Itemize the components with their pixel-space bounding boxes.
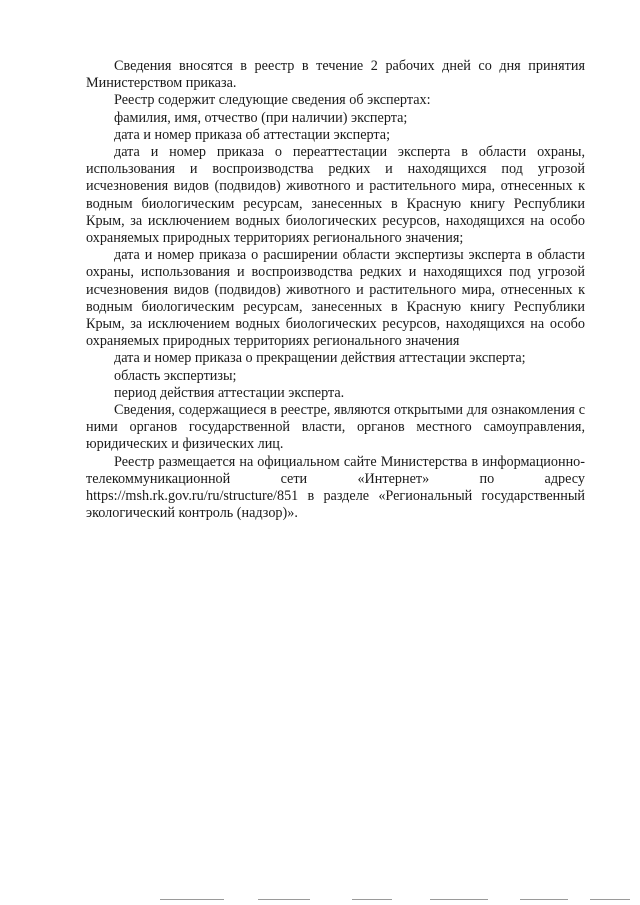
list-item-validity-period: период действия аттестации эксперта. — [114, 384, 345, 401]
list-item-reattestation-order: дата и номер приказа о переаттестации эксперта в области охраны, использования и воспроизводства редких и находящихся под угрозой исчезновения видов (подвидов) животного и растительного мира, отнесенных к водным биологическим ресурсам, занесенных в Красную книгу Республики Крым, за исключением водных биологических ресурсов, находящихся на особо охраняемых природных территориях регионального значения; — [86, 144, 585, 247]
list-item-expansion-order: дата и номер приказа о расширении области экспертизы эксперта в области охраны, использования и воспроизводства редких и находящихся под угрозой исчезновения видов (подвидов) животного и растительного мира, отнесенных к водным биологическим ресурсам, занесенных в Красную книгу Республики Крым, за исключением водных биологических ресурсов, находящихся на особо охраняемых природных территориях регионального значения — [86, 247, 585, 350]
paragraph-registry-timing: Сведения вносятся в реестр в течение 2 рабочих дней со дня принятия Министерством приказа. — [86, 58, 585, 92]
list-item-termination-order: дата и номер приказа о прекращении действия аттестации эксперта; — [114, 350, 526, 367]
paragraph-registry-contents-intro: Реестр содержит следующие сведения об экспертах: — [114, 92, 431, 109]
list-item-expertise-area: область экспертизы; — [114, 367, 237, 384]
paragraph-registry-publication: Реестр размещается на официальном сайте Министерства в информационно-телекоммуникационной сети «Интернет» по адресу https://msh.rk.gov.ru/ru/structure/851 в разделе «Региональный государственный экологический контроль (надзор)». — [86, 453, 585, 522]
scan-edge-marks — [0, 897, 640, 903]
document-body — [86, 58, 585, 522]
list-item-full-name: фамилия, имя, отчество (при наличии) эксперта; — [114, 109, 408, 126]
paragraph-registry-openness: Сведения, содержащиеся в реестре, являются открытыми для ознакомления с ними органов государственной власти, органов местного самоуправления, юридических и физических лиц. — [86, 402, 585, 453]
list-item-attestation-order: дата и номер приказа об аттестации эксперта; — [114, 126, 391, 143]
